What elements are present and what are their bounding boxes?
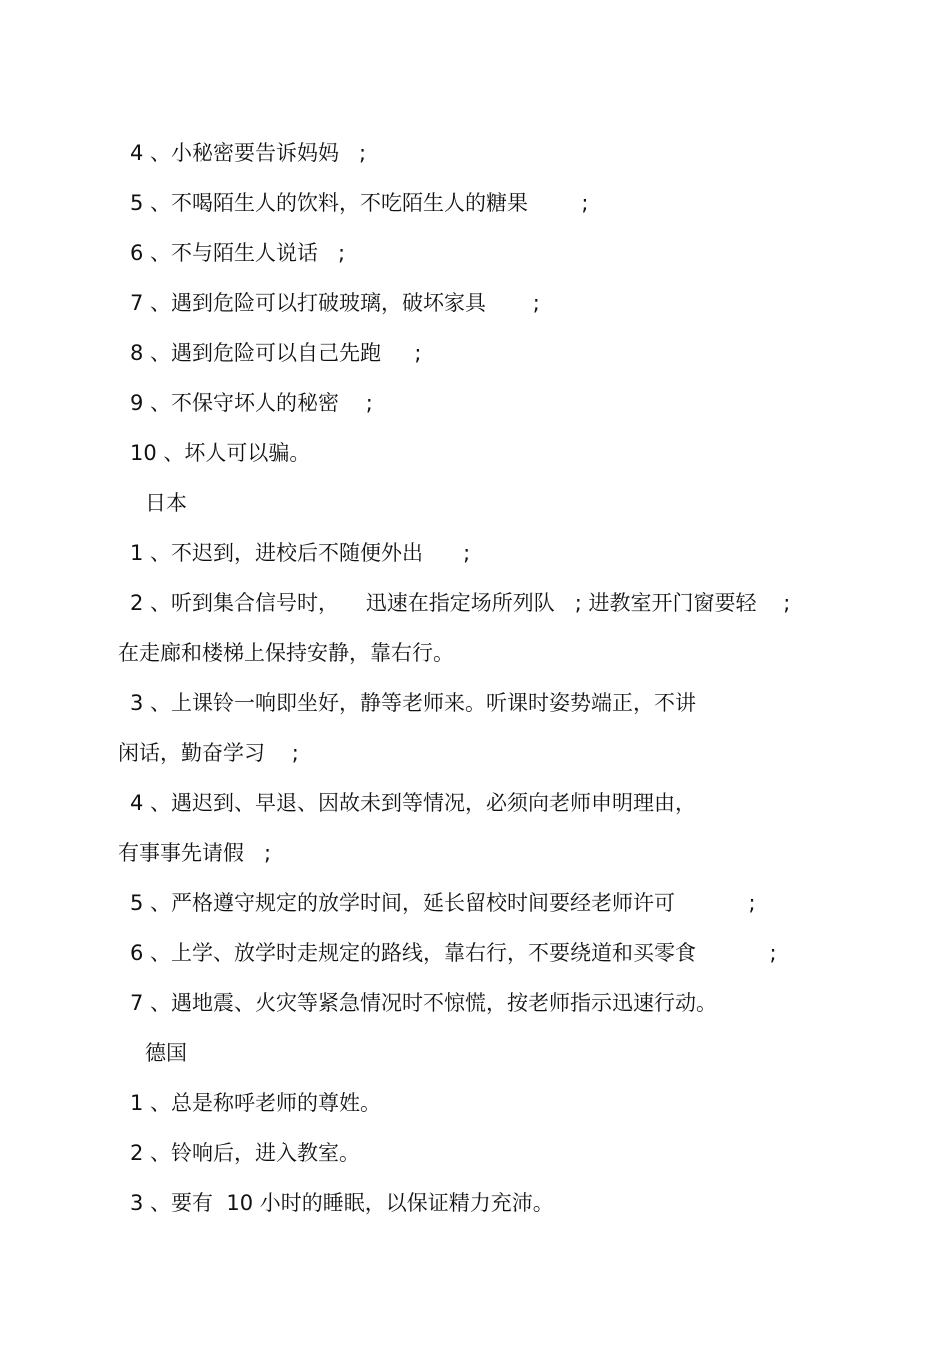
rule-line-5: 5 、不喝陌生人的饮料，不吃陌生人的糖果 ;	[130, 191, 589, 215]
japan-rule-1: 1 、不迟到，进校后不随便外出 ;	[130, 541, 471, 565]
japan-rule-2-continued: 在走廊和楼梯上保持安静，靠右行。	[118, 641, 454, 665]
japan-rule-6: 6 、上学、放学时走规定的路线，靠右行，不要绕道和买零食 ;	[130, 941, 777, 965]
germany-rule-3: 3 、要有 10 小时的睡眠，以保证精力充沛。	[130, 1191, 554, 1215]
rule-line-7: 7 、遇到危险可以打破玻璃，破坏家具 ;	[130, 291, 540, 315]
japan-rule-3: 3 、上课铃一响即坐好，静等老师来。听课时姿势端正，不讲	[130, 691, 697, 715]
rule-line-9: 9 、不保守坏人的秘密 ;	[130, 391, 373, 415]
japan-rule-5: 5 、严格遵守规定的放学时间，延长留校时间要经老师许可 ;	[130, 891, 756, 915]
section-heading-japan: 日本	[145, 491, 187, 515]
germany-rule-2: 2 、铃响后，进入教室。	[130, 1141, 361, 1165]
japan-rule-2: 2 、听到集合信号时， 迅速在指定场所列队 ; 进教室开门窗要轻 ;	[130, 591, 791, 615]
japan-rule-7: 7 、遇地震、火灾等紧急情况时不惊慌，按老师指示迅速行动。	[130, 991, 718, 1015]
japan-rule-4: 4 、遇迟到、早退、因故未到等情况，必须向老师申明理由，	[130, 791, 697, 815]
rule-line-4: 4 、小秘密要告诉妈妈 ;	[130, 141, 367, 165]
rule-line-6: 6 、不与陌生人说话 ;	[130, 241, 346, 265]
rule-line-10: 10 、坏人可以骗。	[130, 441, 311, 465]
japan-rule-4-continued: 有事事先请假 ;	[118, 841, 272, 865]
rule-line-8: 8 、遇到危险可以自己先跑 ;	[130, 341, 422, 365]
japan-rule-3-continued: 闲话，勤奋学习 ;	[118, 741, 299, 765]
germany-rule-1: 1 、总是称呼老师的尊姓。	[130, 1091, 382, 1115]
section-heading-germany: 德国	[145, 1041, 187, 1065]
